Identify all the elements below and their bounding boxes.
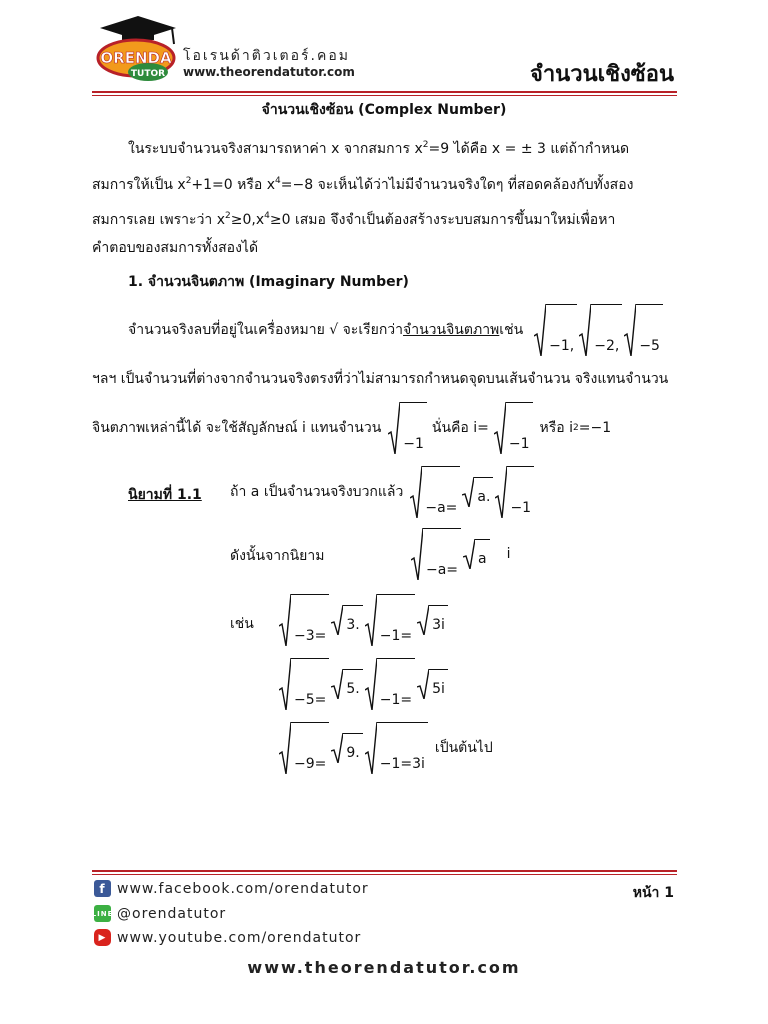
radical: −5= — [279, 658, 329, 710]
therefore-formula: −a= a i — [410, 528, 511, 580]
example-row: −9= 9. −1=3i เป็นต้นไป — [278, 722, 493, 774]
radical: −1 — [494, 402, 533, 454]
svg-text:ORENDA: ORENDA — [100, 49, 172, 67]
radical: −1= — [365, 658, 415, 710]
examples-label: เช่น — [230, 616, 254, 632]
definition-label: นิยามที่ 1.1 — [128, 487, 202, 503]
definition-statement: ถ้า a เป็นจำนวนจริงบวกแล้ว −a= a. −1 — [230, 466, 535, 518]
example-row — [278, 594, 449, 646]
svg-text:TUTOR: TUTOR — [130, 69, 166, 79]
radical: a. — [462, 477, 493, 507]
youtube-icon: ▶ — [94, 929, 111, 946]
footer-rule-thin — [92, 874, 677, 875]
intro-line-4: คำตอบของสมการทั้งสองได้ — [92, 240, 259, 256]
radical: 9. — [331, 733, 362, 763]
imaginary-symbol-line: จินตภาพเหล่านี้ได้ จะใช้สัญลักษณ์ i แทนจำนวน −1 นั่นคือ i= −1 หรือ i 2 =−1 — [92, 402, 611, 454]
line-link[interactable]: LINE @orendatutor — [91, 905, 227, 922]
line-icon: LINE — [94, 905, 111, 922]
graduation-cap-icon — [96, 14, 180, 84]
intro-line-2: สมการให้เป็น $x^2+1=0$ หรือ $x^4=-8$ จะเห็นได้ว่าไม่มีจำนวนจริงใดๆ ที่สอดคล้องกับทั้งสอง — [92, 176, 634, 193]
radical: −1, — [534, 304, 577, 356]
intro-line-3: สมการเลย เพราะว่า $x^2\ge 0,x^4\ge 0$ เสมอ จึงจำเป็นต้องสร้างระบบสมการขึ้นมาใหม่เพื่อหา — [92, 211, 616, 228]
facebook-link[interactable]: f www.facebook.com/orendatutor — [94, 880, 369, 897]
section-1-title: 1. จำนวนจินตภาพ (Imaginary Number) — [128, 274, 409, 290]
brand-thai: โอเรนด้าติวเตอร์.คอม — [183, 48, 350, 64]
radical: −1 — [388, 402, 427, 454]
facebook-icon: f — [94, 880, 111, 897]
radical: a — [463, 539, 490, 569]
section-heading: จำนวนเชิงซ้อน (Complex Number) — [261, 102, 507, 118]
radical: −9= — [279, 722, 329, 774]
radical: −2, — [579, 304, 622, 356]
youtube-link[interactable]: ▶ www.youtube.com/orendatutor — [94, 929, 361, 946]
radical: −1 — [495, 466, 534, 518]
header-rule-thin — [92, 95, 677, 96]
brand-url[interactable]: www.theorendatutor.com — [183, 65, 355, 79]
radical: −5 — [624, 304, 663, 356]
radical: −1= — [365, 594, 415, 646]
term-imaginary: จำนวนจินตภาพ — [403, 322, 500, 338]
radical: 3. — [331, 605, 362, 635]
example-row — [278, 658, 449, 710]
footer-rule — [92, 870, 677, 872]
radical: −a= — [411, 528, 461, 580]
footer-site-url[interactable]: www.theorendatutor.com — [247, 958, 521, 977]
imaginary-paragraph-line-2: ฯลฯ เป็นจำนวนที่ต่างจากจำนวนจริงตรงที่ว่าไม่สามารถกำหนดจุดบนเส้นจำนวน จริงแทนจำนวน — [92, 371, 669, 387]
orenda-logo — [96, 14, 180, 84]
radical: −3= — [279, 594, 329, 646]
page-title: จำนวนเชิงซ้อน — [529, 62, 674, 87]
radical: −a= — [410, 466, 460, 518]
header-rule — [92, 91, 677, 93]
radical: 5. — [331, 669, 362, 699]
therefore-label: ดังนั้นจากนิยาม — [230, 548, 325, 564]
radical: −1=3i — [365, 722, 428, 774]
radical: 5i — [417, 669, 448, 699]
page-number: หน้า 1 — [632, 885, 674, 901]
imaginary-definition-line: จำนวนจริงลบที่อยู่ในเครื่องหมาย √ จะเรียกว่า จำนวนจินตภาพ เช่น −1, −2, −5 — [128, 304, 664, 356]
radical: 3i — [417, 605, 448, 635]
intro-line-1: ในระบบจำนวนจริงสามารถหาค่า x จากสมการ $x^2=9$ ได้คือ x = ± 3 แต่ถ้ากำหนด — [128, 140, 630, 157]
